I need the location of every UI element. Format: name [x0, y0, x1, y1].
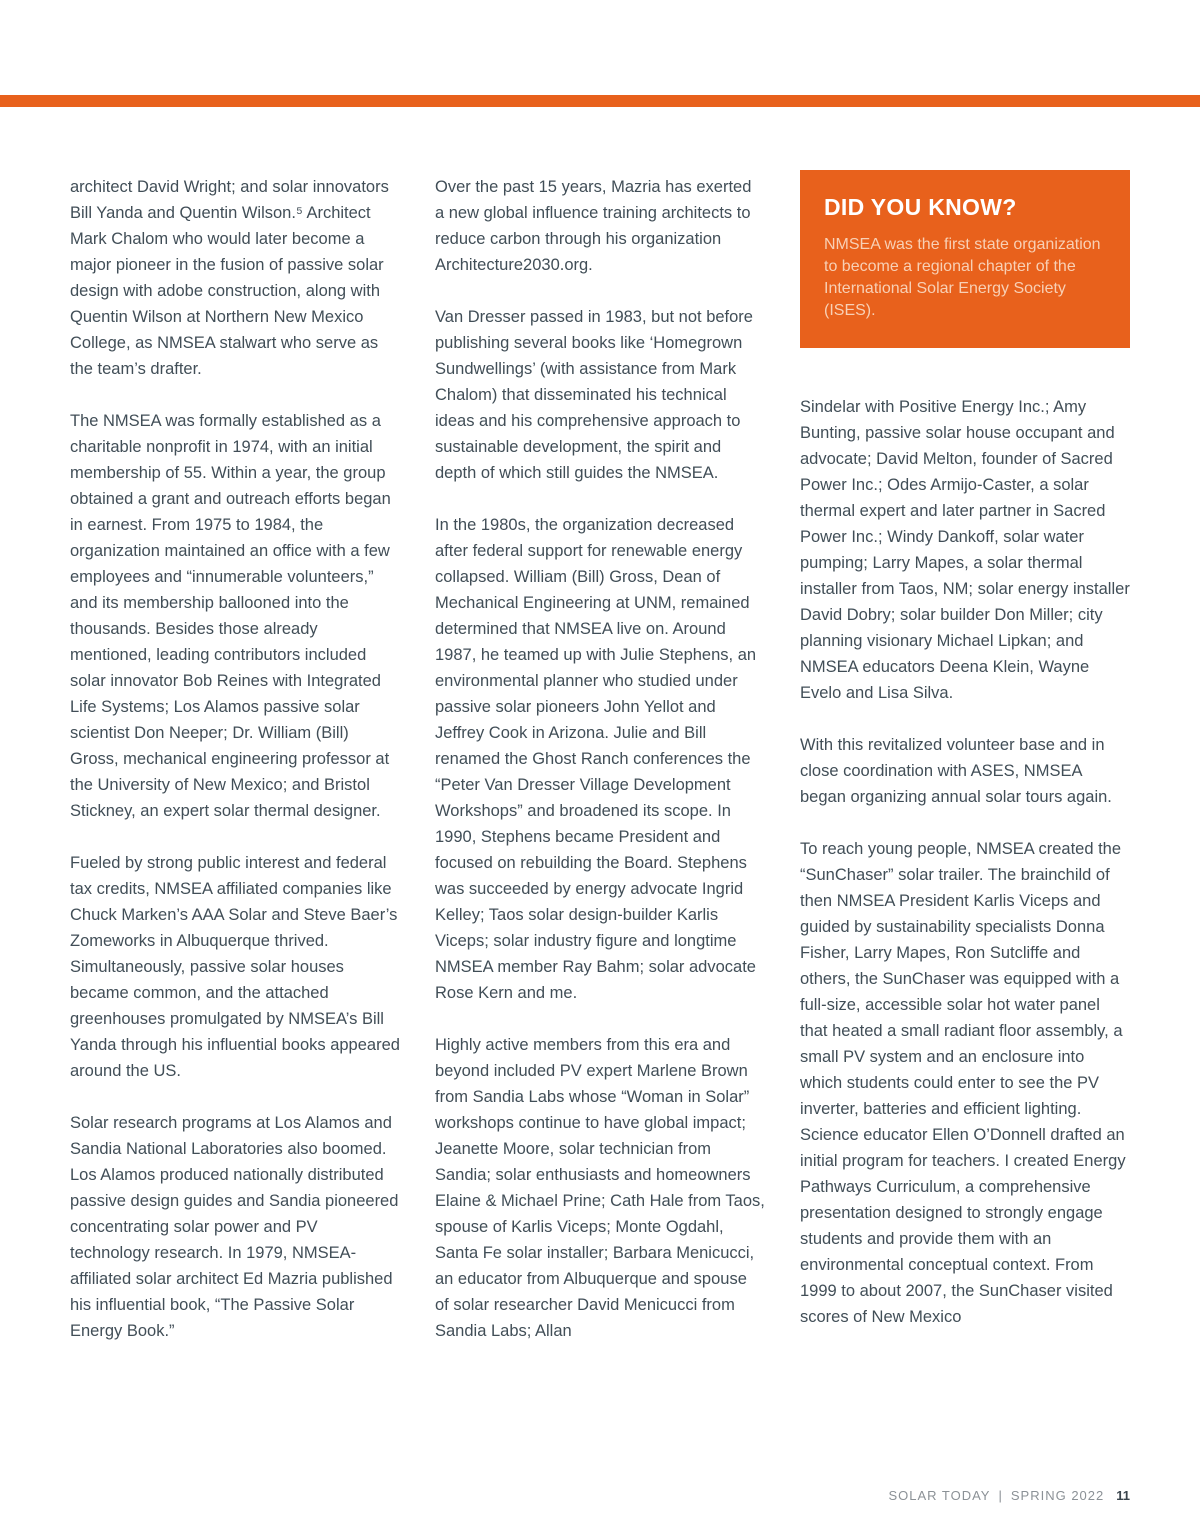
footer-issue: SPRING 2022 [1010, 1488, 1105, 1503]
footer-magazine-title: SOLAR TODAY [888, 1488, 991, 1503]
article-column-2 [435, 174, 765, 1344]
article-column-3 [800, 174, 1130, 1344]
did-you-know-callout [800, 170, 1130, 348]
paragraph: Sindelar with Positive Energy Inc.; Amy Bunting, passive solar house occupant and advocate; David Melton, founder of Sacred Power Inc.; Odes Armijo-Caster, a solar thermal expert and later partner in Sacred Power Inc.; Windy Dankoff, solar water pumping; Larry Mapes, a solar thermal installer from Taos, NM; solar energy installer David Dobry; solar builder Don Miller; city planning visionary Michael Lipkan; and NMSEA educators Deena Klein, Wayne Evelo and Lisa Silva. [800, 398, 1130, 702]
article-content [70, 174, 1130, 1344]
article-column-1 [70, 174, 400, 1344]
callout-title: DID YOU KNOW? [824, 194, 1017, 220]
paragraph: architect David Wright; and solar innovators Bill Yanda and Quentin Wilson.⁵ Architect Mark Chalom who would later become a major pioneer in the fusion of passive solar design with adobe construction, along with Quentin Wilson at Northern New Mexico College, as NMSEA stalwart who serve as the team’s drafter. [70, 178, 389, 378]
page-footer [888, 1488, 1130, 1503]
paragraph: Van Dresser passed in 1983, but not before publishing several books like ‘Homegrown Sundwellings’ (with assistance from Mark Chalom) that disseminated his technical ideas and his comprehensive approach to sustainable development, the spirit and depth of which still guides the NMSEA. [435, 308, 753, 482]
paragraph: Over the past 15 years, Mazria has exerted a new global influence training architects to reduce carbon through his organization Architecture2030.org. [435, 178, 752, 274]
paragraph: With this revitalized volunteer base and in close coordination with ASES, NMSEA began organizing annual solar tours again. [800, 736, 1112, 806]
top-accent-bar [0, 95, 1200, 107]
paragraph: Highly active members from this era and beyond included PV expert Marlene Brown from Sandia Labs whose “Woman in Solar” workshops continue to have global impact; Jeanette Moore, solar technician from Sandia; solar enthusiasts and homeowners Elaine & Michael Prine; Cath Hale from Taos, spouse of Karlis Viceps; Monte Ogdahl, Santa Fe solar installer; Barbara Menicucci, an educator from Albuquerque and spouse of solar researcher David Menicucci from Sandia Labs; Allan [435, 1036, 765, 1340]
callout-body: NMSEA was the first state organization to become a regional chapter of the International Solar Energy Society (ISES). [824, 236, 1101, 319]
paragraph: Fueled by strong public interest and federal tax credits, NMSEA affiliated companies like Chuck Marken’s AAA Solar and Steve Baer’s Zomeworks in Albuquerque thrived. Simultaneously, passive solar houses became common, and the attached greenhouses promulgated by NMSEA’s Bill Yanda through his influential books appeared around the US. [70, 854, 400, 1080]
page-number: 11 [1116, 1488, 1130, 1503]
paragraph: The NMSEA was formally established as a charitable nonprofit in 1974, with an initial membership of 55. Within a year, the group obtained a grant and outreach efforts began in earnest. From 1975 to 1984, the organization maintained an office with a few employees and “innumerable volunteers,” and its membership ballooned into the thousands. Besides those already mentioned, leading contributors included solar innovator Bob Reines with Integrated Life Systems; Los Alamos passive solar scientist Don Neeper; Dr. William (Bill) Gross, mechanical engineering professor at the University of New Mexico; and Bristol Stickney, an expert solar thermal designer. [70, 412, 391, 820]
paragraph: In the 1980s, the organization decreased after federal support for renewable energy collapsed. William (Bill) Gross, Dean of Mechanical Engineering at UNM, remained determined that NMSEA live on. Around 1987, he teamed up with Julie Stephens, an environmental planner who studied under passive solar pioneers John Yellot and Jeffrey Cook in Arizona. Julie and Bill renamed the Ghost Ranch conferences the “Peter Van Dresser Village Development Workshops” and broadened its scope. In 1990, Stephens became President and focused on rebuilding the Board. Stephens was succeeded by energy advocate Ingrid Kelley; Taos solar design-builder Karlis Viceps; solar industry figure and longtime NMSEA member Ray Bahm; solar advocate Rose Kern and me. [435, 516, 757, 1002]
paragraph: To reach young people, NMSEA created the “SunChaser” solar trailer. The brainchild of then NMSEA President Karlis Viceps and guided by sustainability specialists Donna Fisher, Larry Mapes, Ron Sutcliffe and others, the SunChaser was equipped with a full-size, accessible solar hot water panel that heated a small radiant floor assembly, a small PV system and an enclosure into which students could enter to see the PV inverter, batteries and efficient lighting. Science educator Ellen O’Donnell drafted an initial program for teachers. I created Energy Pathways Curriculum, a comprehensive presentation designed to strongly engage students and provide them with an environmental conceptual context. From 1999 to about 2007, the SunChaser visited scores of New Mexico [800, 840, 1126, 1326]
footer-separator: | [998, 1488, 1003, 1503]
paragraph: Solar research programs at Los Alamos and Sandia National Laboratories also boomed. Los Alamos produced nationally distributed passive design guides and Sandia pioneered concentrating solar power and PV technology research. In 1979, NMSEA-affiliated solar architect Ed Mazria published his influential book, “The Passive Solar Energy Book.” [70, 1114, 399, 1340]
